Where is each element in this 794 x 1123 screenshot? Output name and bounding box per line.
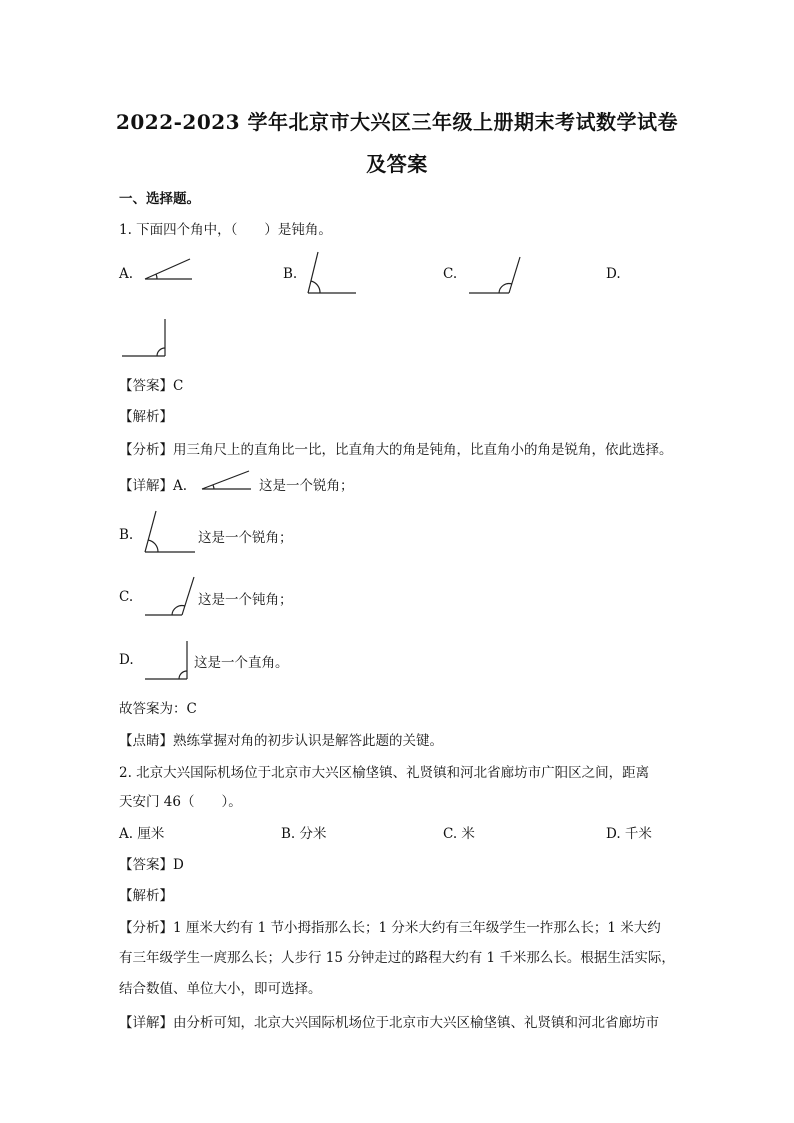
q2-stem-line1: 2. 北京大兴国际机场位于北京市大兴区榆垡镇、礼贤镇和河北省廊坊市广阳区之间，距离: [119, 765, 650, 781]
q2-option-b: B. 分米: [281, 826, 327, 842]
q1-option-b-acute-angle-figure: [306, 250, 358, 295]
q1-conclusion: 故答案为：C: [119, 701, 197, 717]
q1-detail-d-angle-figure: [144, 640, 190, 682]
q1-option-c-label: C.: [443, 266, 458, 282]
q1-answer: 【答案】C: [119, 378, 184, 394]
q1-option-d-right-angle-figure: [121, 318, 169, 360]
q1-option-b-label: B.: [283, 266, 298, 282]
q1-analysis: 【分析】用三角尺上的直角比一比，比直角大的角是钝角，比直角小的角是锐角，依此选择。: [119, 442, 673, 458]
q1-stem: 1. 下面四个角中，（ ）是钝角。: [119, 222, 332, 238]
q2-answer: 【答案】D: [119, 857, 184, 873]
q2-analysis-line2: 有三年级学生一庹那么长；人步行 15 分钟走过的路程大约有 1 千米那么长。根据生活实际，: [119, 950, 675, 966]
page-title-line2: 及答案: [366, 152, 428, 176]
q1-detail-c-text: 这是一个钝角；: [198, 592, 293, 608]
q1-detail-c-label: C.: [119, 589, 134, 605]
q1-detail-a-text: 这是一个锐角；: [259, 478, 354, 494]
q1-option-a-label: A.: [119, 266, 134, 282]
q2-analysis-line1: 【分析】1 厘米大约有 1 节小拇指那么长；1 分米大约有三年级学生一拃那么长；1 米大约: [119, 920, 661, 936]
q2-option-a: A. 厘米: [119, 826, 165, 842]
q2-stem-line2: 天安门 46（ ）。: [119, 794, 242, 810]
q2-detail-line1: 【详解】由分析可知，北京大兴国际机场位于北京市大兴区榆垡镇、礼贤镇和河北省廊坊市: [119, 1015, 659, 1031]
q1-analysis-label: 【解析】: [119, 409, 173, 425]
q1-detail-b-text: 这是一个锐角；: [198, 530, 293, 546]
q1-detail-d-label: D.: [119, 652, 134, 668]
q1-tip: 【点睛】熟练掌握对角的初步认识是解答此题的关键。: [119, 733, 443, 749]
q1-option-a-acute-angle-figure: [144, 258, 194, 282]
q1-option-c-obtuse-angle-figure: [468, 256, 524, 296]
q2-option-c: C. 米: [443, 826, 475, 842]
q1-option-d-label: D.: [606, 266, 621, 282]
q1-detail-a-angle-figure: [201, 470, 253, 492]
q1-detail-b-label: B.: [119, 527, 134, 543]
q1-detail-b-angle-figure: [143, 509, 197, 555]
page-title-line1: 2022-2023 学年北京市大兴区三年级上册期末考试数学试卷: [115, 110, 679, 134]
q2-option-d: D. 千米: [606, 826, 652, 842]
q1-detail-a-label: 【详解】A.: [119, 478, 188, 494]
q2-analysis-line3: 结合数值、单位大小，即可选择。: [119, 981, 322, 997]
q1-detail-c-angle-figure: [144, 576, 196, 618]
section-heading: 一、选择题。: [119, 191, 200, 207]
q2-analysis-label: 【解析】: [119, 888, 173, 904]
q1-detail-d-text: 这是一个直角。: [194, 655, 289, 671]
